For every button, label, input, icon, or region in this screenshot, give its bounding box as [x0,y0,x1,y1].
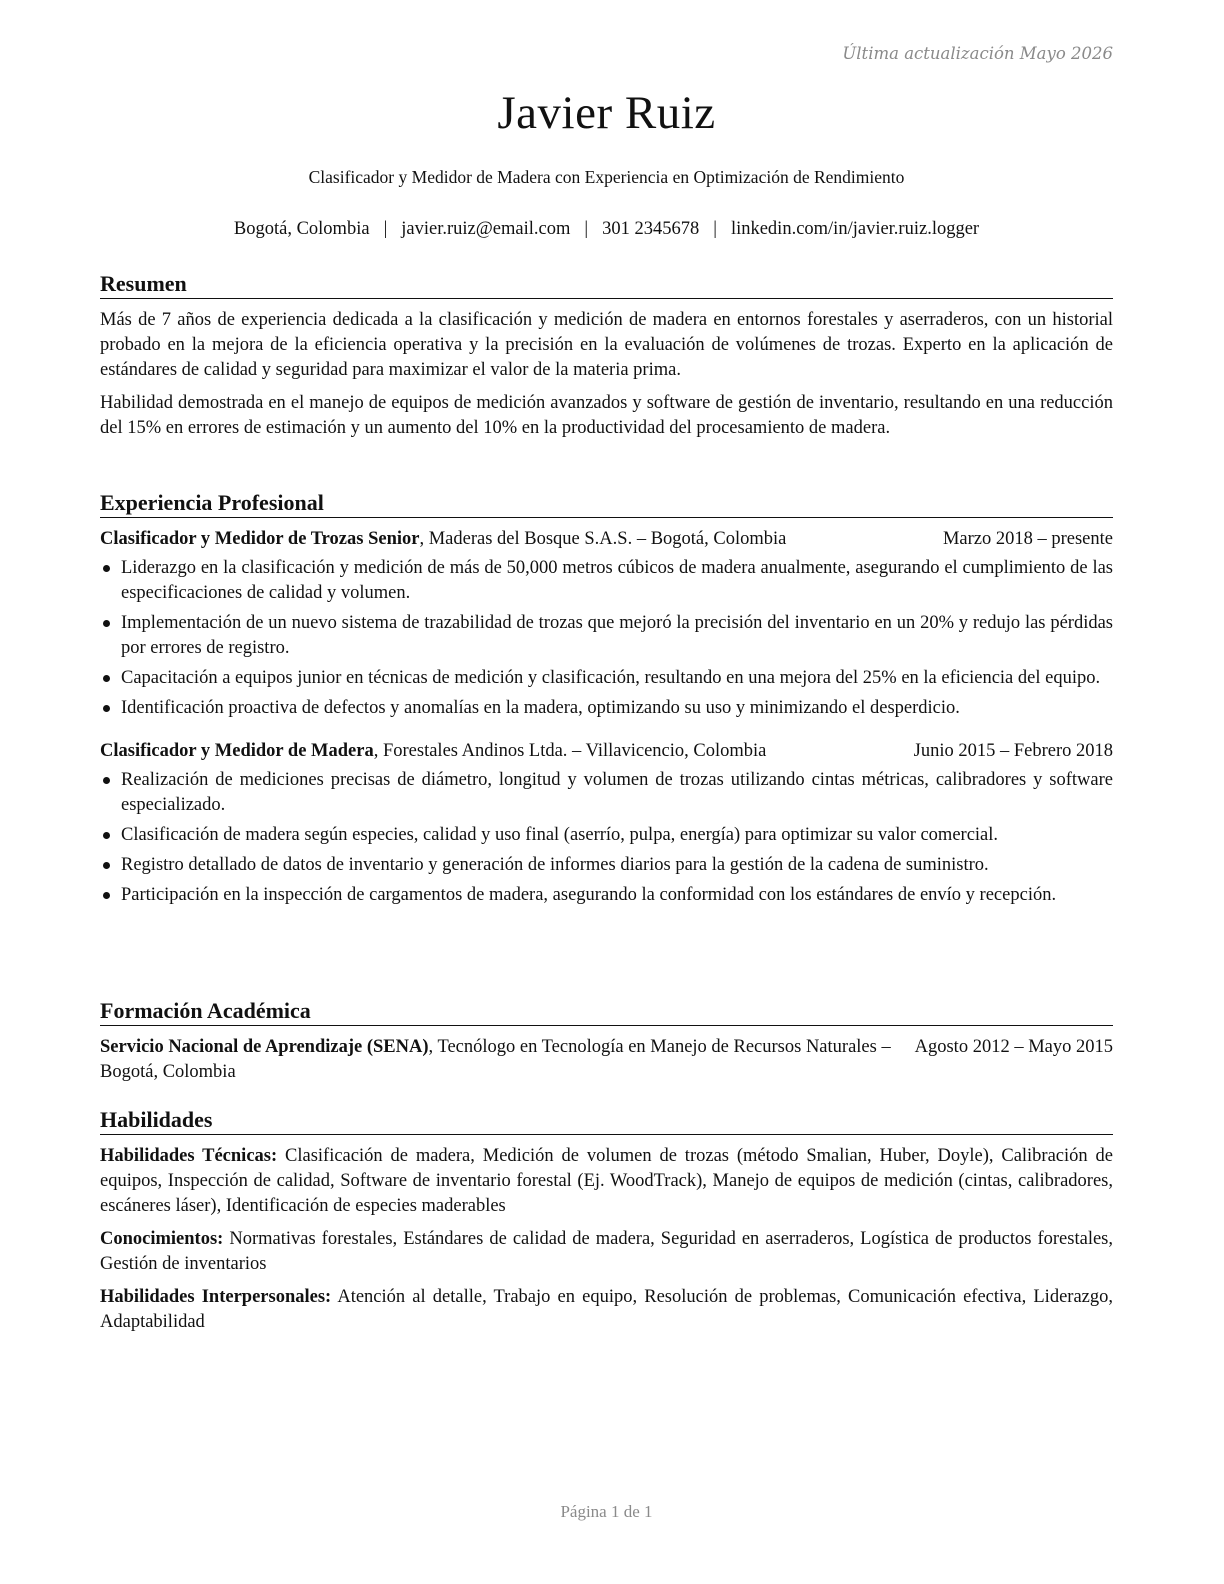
job-role: Clasificador y Medidor de Trozas Senior [100,529,420,549]
skill-text: Normativas forestales, Estándares de calidad de madera, Seguridad en aserraderos, Logística de productos forestales, Gestión de inventarios [100,1229,1113,1274]
experience-title: Experiencia Profesional [100,490,1113,518]
contact-linkedin[interactable]: linkedin.com/in/javier.ruiz.logger [730,219,980,239]
skill-group [100,1227,1113,1277]
summary-paragraph: Más de 7 años de experiencia dedicada a la clasificación y medición de madera en entornos forestales y aserraderos, con un historial probado en la mejora de la eficiencia operativa y la precisión en la evaluación de volúmenes de trozas. Experto en la aplicación de estándares de calidad y seguridad para maximizar el valor de la materia prima. [100,310,1113,380]
list-item [100,611,1113,661]
list-item [100,696,1113,721]
bullet-text: Liderazgo en la clasificación y medición de más de 50,000 metros cúbicos de madera anualmente, asegurando el cumplimiento de las especificaciones de calidad y volumen. [121,558,1113,603]
summary-paragraph: Habilidad demostrada en el manejo de equipos de medición avanzados y software de gestión de inventario, resultando en una reducción del 15% en errores de estimación y un aumento del 10% en la productividad del procesamiento de madera. [100,393,1113,438]
job-header [100,739,1113,764]
skill-label: Habilidades Técnicas: [100,1146,278,1166]
job-entry [100,527,1113,721]
list-item [100,823,1113,848]
job-role: Clasificador y Medidor de Madera [100,741,374,761]
contact-separator: | [383,219,388,239]
contact-line [100,219,1113,240]
job-company: , Forestales Andinos Ltda. – Villavicencio, Colombia [373,741,767,761]
bullet-text: Participación en la inspección de cargamentos de madera, asegurando la conformidad con los estándares de envío y recepción. [121,885,1057,905]
education-title: Formación Académica [100,998,1113,1026]
list-item [100,666,1113,691]
education-detail: , Tecnólogo en Tecnología en Manejo de Recursos Naturales – Bogotá, Colombia [100,1037,891,1082]
education-section [100,998,1113,1085]
page-number: Página 1 de 1 [560,1502,653,1521]
skill-label: Habilidades Interpersonales: [100,1287,332,1307]
bullet-text: Registro detallado de datos de inventario y generación de informes diarios para la gestión de la cadena de suministro. [121,855,989,875]
bullet-icon [103,620,110,627]
list-item [100,768,1113,818]
experience-section [100,490,1113,913]
skills-title: Habilidades [100,1107,1113,1135]
job-bullets [100,556,1113,721]
list-item [100,853,1113,878]
skill-group [100,1144,1113,1219]
contact-phone: 301 2345678 [602,219,700,239]
job-entry [100,739,1113,908]
bullet-text: Identificación proactiva de defectos y anomalías en la madera, optimizando su uso y minimizando el desperdicio. [121,698,960,718]
contact-separator: | [713,219,717,239]
job-title-line [100,739,766,764]
resume-page [100,0,1113,1584]
bullet-icon [103,777,110,784]
summary-title: Resumen [100,271,1113,299]
bullet-icon [103,675,110,682]
bullet-icon [103,832,110,839]
skill-text: Clasificación de madera, Medición de volumen de trozas (método Smalian, Huber, Doyle), Calibración de equipos, Inspección de calidad, Software de inventario forestal (Ej. WoodTrack), Manejo de equipos de medición (cintas, calibradores, escáneres láser), Identificación de especies maderables [100,1146,1113,1216]
job-dates: Junio 2015 – Febrero 2018 [913,741,1113,761]
summary-section [100,271,1113,449]
candidate-name: Javier Ruiz [497,87,716,139]
education-entry [100,1035,1113,1085]
contact-location: Bogotá, Colombia [233,219,370,239]
job-dates: Marzo 2018 – presente [942,529,1113,549]
bullet-icon [103,892,110,899]
skill-label: Conocimientos: [100,1229,224,1249]
list-item [100,883,1113,908]
job-header [100,527,1113,552]
contact-email[interactable]: javier.ruiz@email.com [401,219,571,239]
skills-section [100,1107,1113,1343]
skill-group [100,1285,1113,1335]
education-institution: Servicio Nacional de Aprendizaje (SENA) [100,1037,429,1057]
bullet-icon [103,565,110,572]
bullet-text: Implementación de un nuevo sistema de trazabilidad de trozas que mejoró la precisión del inventario en un 20% y redujo las pérdidas por errores de registro. [121,613,1113,658]
last-updated-text: Última actualización Mayo 2026 [842,44,1113,63]
job-company: , Maderas del Bosque S.A.S. – Bogotá, Colombia [419,529,787,549]
bullet-icon [103,705,110,712]
bullet-icon [103,862,110,869]
job-title-line [100,527,786,552]
bullet-text: Clasificación de madera según especies, calidad y uso final (aserrío, pulpa, energía) para optimizar su valor comercial. [121,825,999,845]
bullet-text: Capacitación a equipos junior en técnicas de medición y clasificación, resultando en una mejora del 25% en la eficiencia del equipo. [121,668,1101,688]
list-item [100,556,1113,606]
bullet-text: Realización de mediciones precisas de diámetro, longitud y volumen de trozas utilizando cintas métricas, calibradores y software especializado. [121,770,1113,815]
skill-text: Atención al detalle, Trabajo en equipo, Resolución de problemas, Comunicación efectiva, Liderazgo, Adaptabilidad [100,1287,1113,1332]
contact-separator: | [584,219,589,239]
job-bullets [100,768,1113,908]
headline: Clasificador y Medidor de Madera con Experiencia en Optimización de Rendimiento [308,167,905,187]
education-dates: Agosto 2012 – Mayo 2015 [914,1037,1113,1057]
